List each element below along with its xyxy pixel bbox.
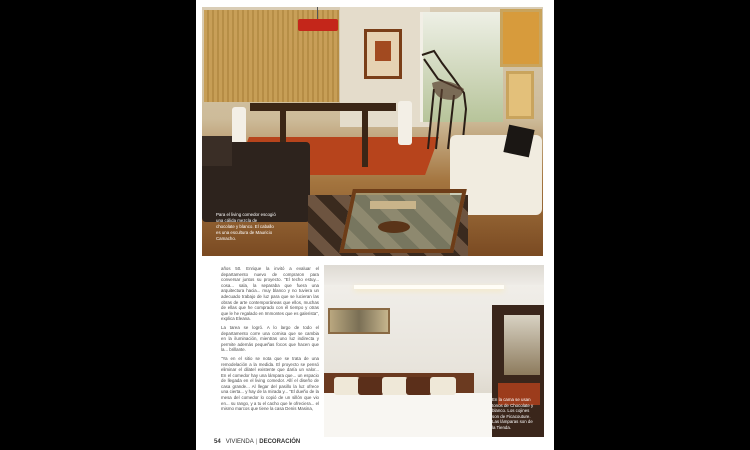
pillow xyxy=(430,377,456,395)
pillow xyxy=(358,377,384,395)
photo-caption: Para el living comedor escogió una cálida mezcla de chocolate y blanco. El caballo es una escultura de Mauricio Camacho. xyxy=(216,212,276,242)
pendant-lamp xyxy=(298,19,338,31)
lamp-cord xyxy=(317,7,318,19)
leather-sofa xyxy=(202,142,310,222)
living-dining-photo xyxy=(202,7,543,256)
article-body xyxy=(221,266,319,415)
cove-light xyxy=(354,285,504,289)
table-leg xyxy=(362,111,368,167)
paragraph: años 50. Enrique la invitó a evaluar el departamento nuevo de compraron para conversar juntos su proyecto. "El techo estuy... cosa... sala, la separaba que fuera una arquitectura hacia... muy blanco y no tuviera un adecuado trabajo de luz para que se lucieran las obras de arte contemporáneas que ellos, muchas de ellas que he comprado con él tiempo y otras que le he regalado en Immontes que es galerista", explica Eleana. xyxy=(221,266,319,322)
paragraph: "Ya en el sitio se nota que se trata de una remodelación a la medida. El proyecto se pensó eliminar el dilatel existente que daría un valor... En el comedor hay una lámpara que... un espacio de llegada en el living comedor. Allí el diseño de casa grande... Al llegar del pasillo la luz ofrece una cierta... y hay de la mirada y... "El dueño de la mesa del comedor lo copió de un sillón que vio en... su rango, y a tu el cacho que le ofreciera... el mismo marcos que tiene la casa Denis Masina, xyxy=(221,355,319,412)
footer-separator: | xyxy=(255,439,258,445)
pillow xyxy=(406,377,432,395)
dining-chair xyxy=(398,101,412,145)
page-number: 54 xyxy=(214,439,221,445)
dining-table xyxy=(250,103,396,111)
photo-caption: En la cama se usan tonos de Chocolate y blanco. Los cojines son de Ficacouture. Las lámparas son de la Tienda. xyxy=(492,397,534,430)
framed-artwork xyxy=(506,71,534,119)
coffee-table xyxy=(339,189,467,253)
page-footer xyxy=(214,439,300,445)
decorative-bowl xyxy=(378,221,410,233)
section-name: DECORACIÓN xyxy=(259,439,301,445)
framed-artwork xyxy=(500,9,542,67)
ceiling xyxy=(324,265,544,285)
magazine-name: VIVIENDA xyxy=(225,439,254,445)
pillow xyxy=(334,377,360,395)
bed xyxy=(324,393,492,437)
bedroom-photo xyxy=(324,265,544,437)
framed-painting xyxy=(328,308,390,334)
pillow xyxy=(382,377,408,395)
framed-artwork xyxy=(364,29,402,79)
paragraph: La tarea se logró. A lo largo de todo el departamento corre una cornisa que se cambia en la iluminación, mientras uno luz indirecta y permite además pequeñas focos que hacen que la... brillante. xyxy=(221,324,319,353)
books xyxy=(370,201,416,209)
magazine-page xyxy=(196,0,554,450)
